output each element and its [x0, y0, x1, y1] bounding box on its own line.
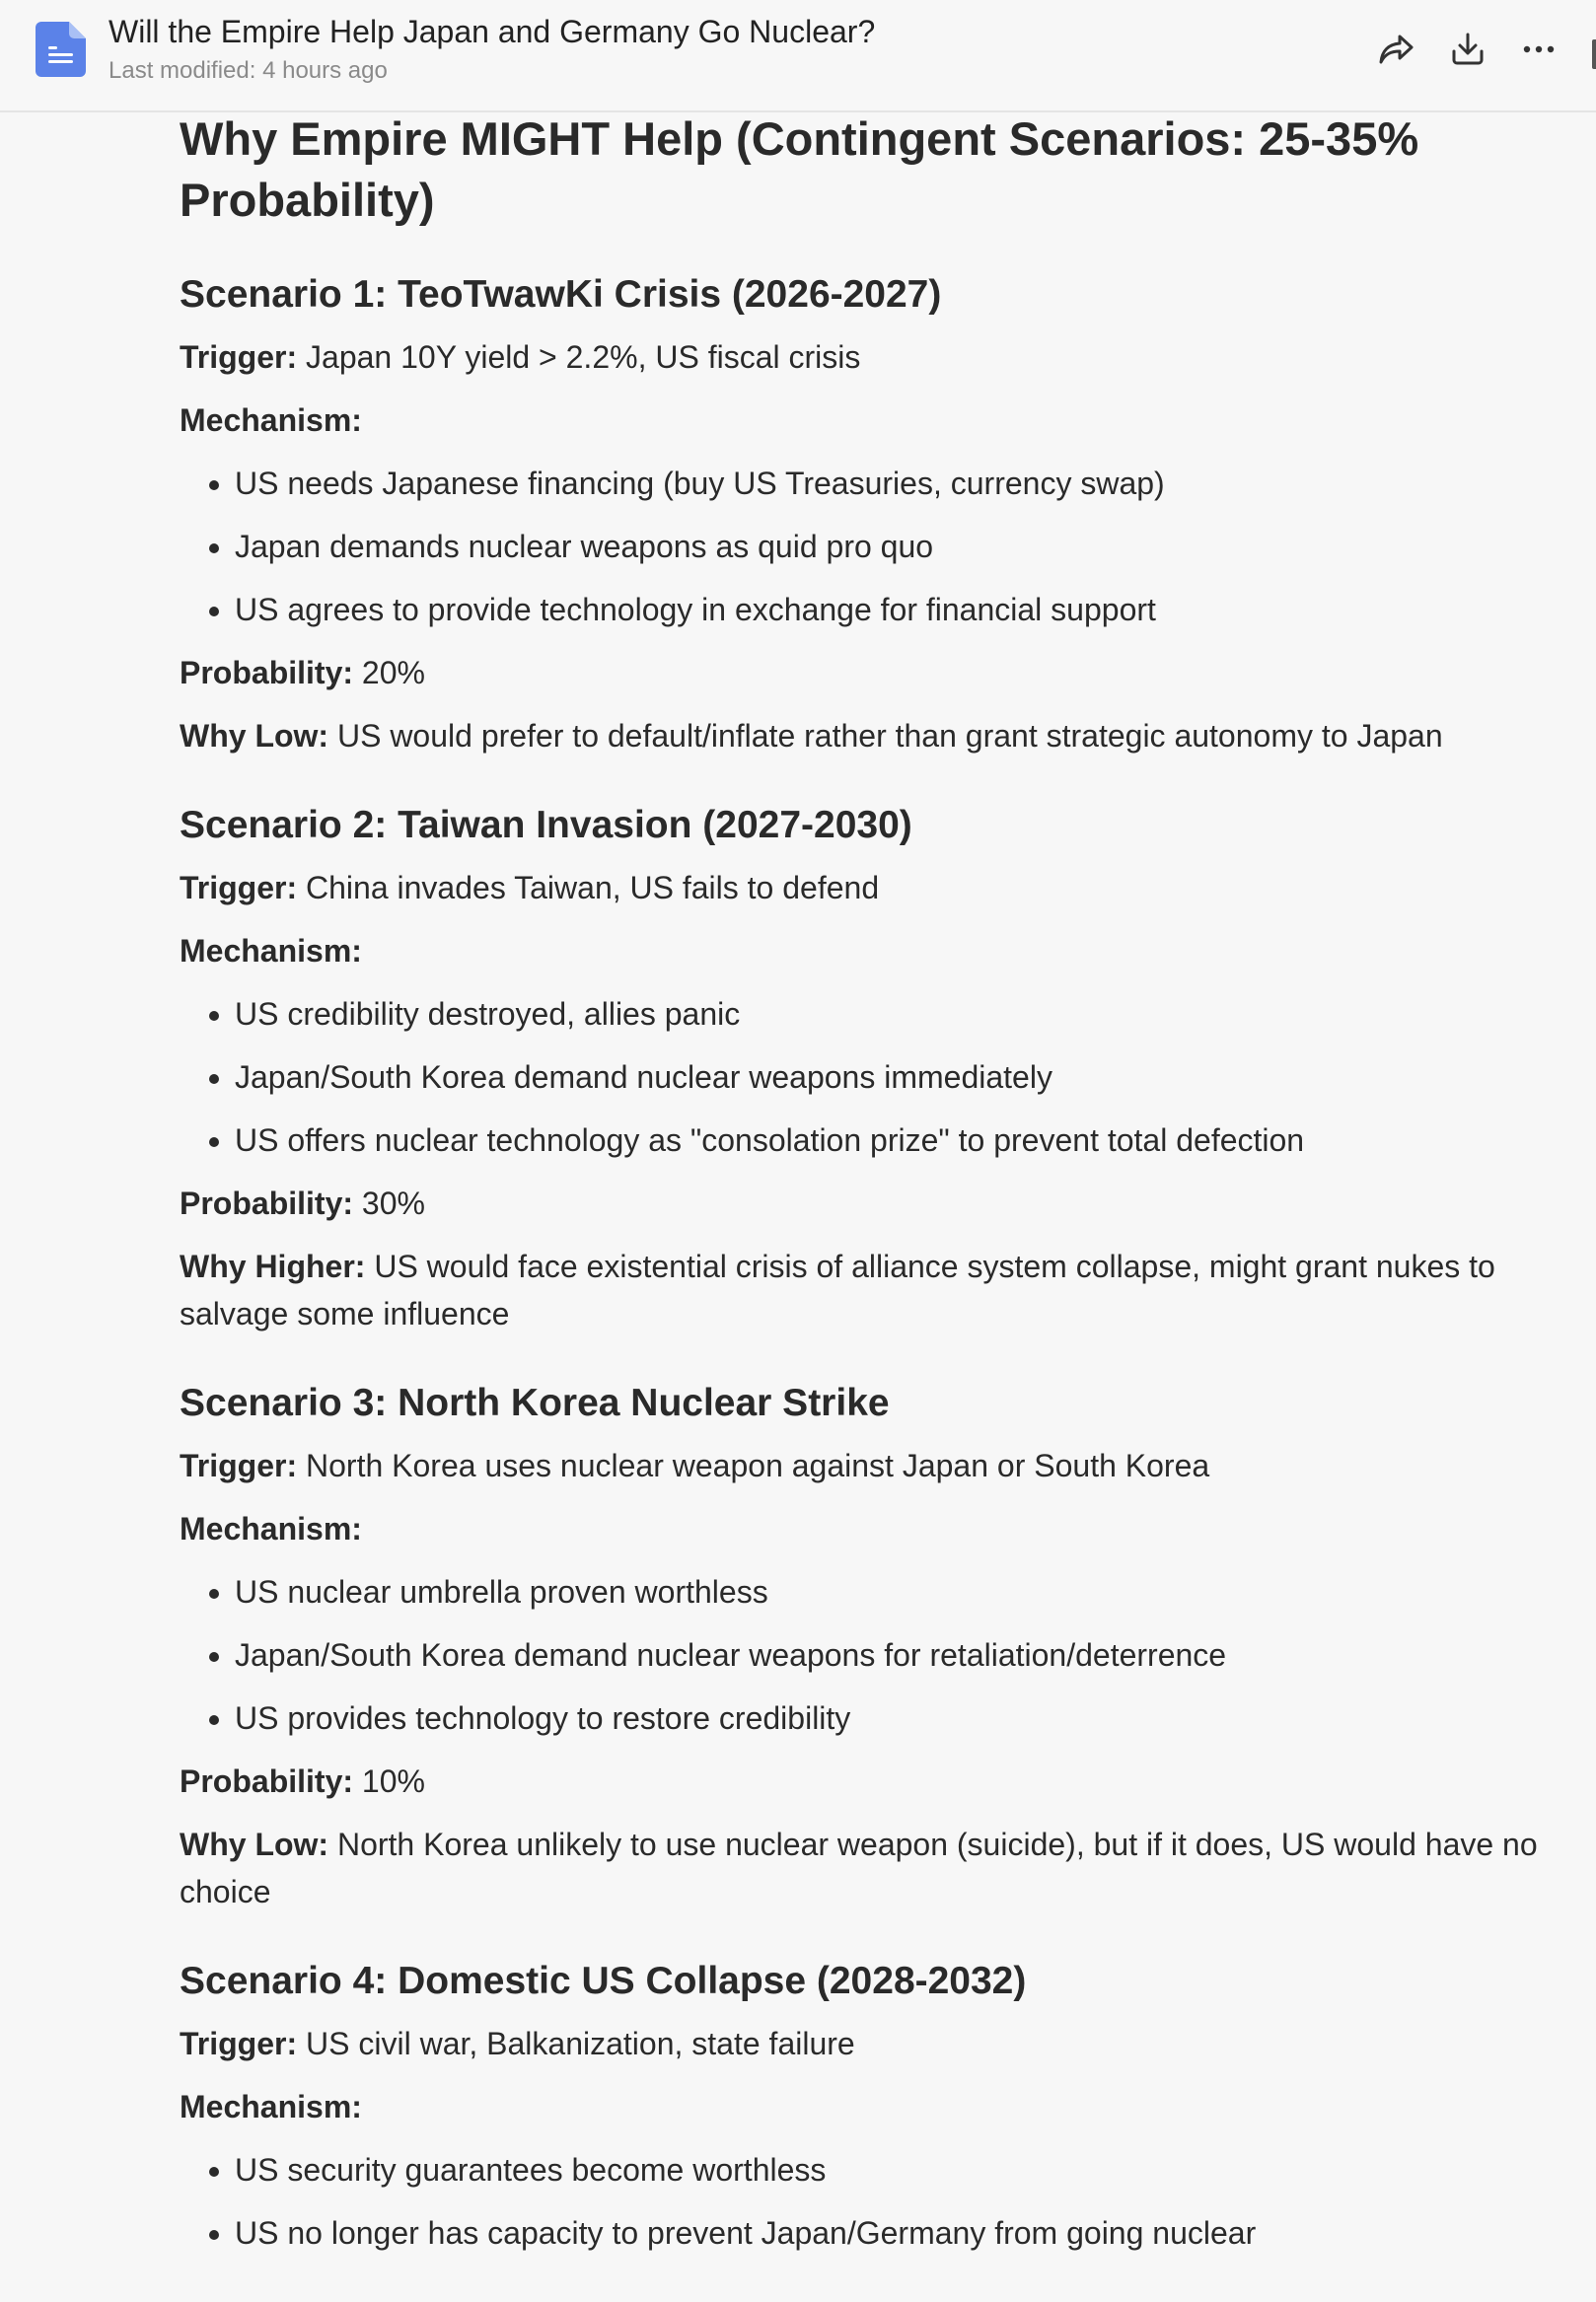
scenario-4 [180, 1957, 1541, 2257]
mechanism-list [180, 1568, 1541, 1742]
list-item: • US no longer has capacity to prevent Japan/Germany from going nuclear [235, 2209, 1541, 2257]
list-item: • US credibility destroyed, allies panic [235, 990, 1541, 1038]
list-item: • US needs Japanese financing (buy US Treasuries, currency swap) [235, 460, 1541, 507]
document-title: Will the Empire Help Japan and Germany Go Nuclear? [109, 14, 876, 49]
why-label: Why Low: [180, 1827, 329, 1862]
trigger-line [180, 864, 1541, 911]
why-label: Why Higher: [180, 1249, 366, 1284]
share-icon [1378, 33, 1415, 66]
share-button[interactable] [1373, 26, 1420, 73]
why-line [180, 712, 1541, 759]
probability-value: 20% [361, 655, 425, 690]
list-item: • US security guarantees become worthless [235, 2146, 1541, 2194]
mechanism-list [180, 460, 1541, 633]
probability-label: Probability: [180, 1186, 354, 1221]
why-line [180, 1821, 1541, 1915]
mechanism-list [180, 2146, 1541, 2257]
why-line [180, 1243, 1541, 1337]
document-header [0, 0, 1596, 112]
document-icon [36, 22, 86, 77]
download-icon [1450, 32, 1486, 67]
mechanism-label: Mechanism: [180, 1511, 362, 1547]
trigger-text: China invades Taiwan, US fails to defend [306, 870, 880, 905]
why-text: US would prefer to default/inflate rather than grant strategic autonomy to Japan [336, 718, 1443, 754]
document-body [180, 108, 1541, 2272]
list-item: • Japan/South Korea demand nuclear weapons immediately [235, 1053, 1541, 1101]
scenario-3 [180, 1379, 1541, 1915]
mechanism-line [180, 1505, 1541, 1552]
more-icon [1523, 45, 1555, 53]
probability-line [180, 649, 1541, 696]
mechanism-label: Mechanism: [180, 402, 362, 438]
probability-line [180, 1758, 1541, 1805]
mechanism-label: Mechanism: [180, 933, 362, 969]
why-text: US would face existential crisis of alliance system collapse, might grant nukes to salvage some influence [180, 1249, 1495, 1331]
list-item: • Japan/South Korea demand nuclear weapons for retaliation/deterrence [235, 1631, 1541, 1679]
list-item: • US agrees to provide technology in exchange for financial support [235, 586, 1541, 633]
trigger-line [180, 1442, 1541, 1489]
mechanism-line [180, 927, 1541, 974]
scenario-title: Scenario 2: Taiwan Invasion (2027-2030) [180, 804, 912, 846]
trigger-label: Trigger: [180, 339, 298, 375]
trigger-text: US civil war, Balkanization, state failure [306, 2026, 855, 2061]
scenario-title: Scenario 3: North Korea Nuclear Strike [180, 1382, 890, 1424]
last-modified: Last modified: 4 hours ago [109, 57, 388, 84]
scenario-title: Scenario 4: Domestic US Collapse (2028-2032) [180, 1960, 1027, 2002]
section-heading: Why Empire MIGHT Help (Contingent Scenarios: 25-35% Probability) [180, 112, 1419, 226]
list-item: • US nuclear umbrella proven worthless [235, 1568, 1541, 1616]
scenario-2 [180, 801, 1541, 1337]
mechanism-line [180, 396, 1541, 444]
mechanism-line [180, 2083, 1541, 2130]
probability-line [180, 1180, 1541, 1227]
trigger-line [180, 2020, 1541, 2067]
list-item: • Japan demands nuclear weapons as quid pro quo [235, 523, 1541, 570]
probability-label: Probability: [180, 1763, 354, 1799]
trigger-text: North Korea uses nuclear weapon against Japan or South Korea [306, 1448, 1210, 1483]
list-item: • US provides technology to restore credibility [235, 1694, 1541, 1742]
scenario-1 [180, 270, 1541, 759]
trigger-label: Trigger: [180, 1448, 298, 1483]
probability-value: 30% [361, 1186, 425, 1221]
probability-label: Probability: [180, 655, 354, 690]
why-text: North Korea unlikely to use nuclear weapon (suicide), but if it does, US would have no choice [180, 1827, 1538, 1909]
trigger-label: Trigger: [180, 870, 298, 905]
scenario-title: Scenario 1: TeoTwawKi Crisis (2026-2027) [180, 273, 942, 316]
more-options-button[interactable] [1515, 26, 1562, 73]
mechanism-list [180, 990, 1541, 1164]
trigger-text: Japan 10Y yield > 2.2%, US fiscal crisis [306, 339, 861, 375]
trigger-label: Trigger: [180, 2026, 298, 2061]
mechanism-label: Mechanism: [180, 2089, 362, 2124]
panel-edge-marker [1592, 39, 1596, 69]
download-button[interactable] [1444, 26, 1491, 73]
list-item: • US offers nuclear technology as "consolation prize" to prevent total defection [235, 1116, 1541, 1164]
probability-value: 10% [361, 1763, 425, 1799]
trigger-line [180, 333, 1541, 381]
why-label: Why Low: [180, 718, 329, 754]
